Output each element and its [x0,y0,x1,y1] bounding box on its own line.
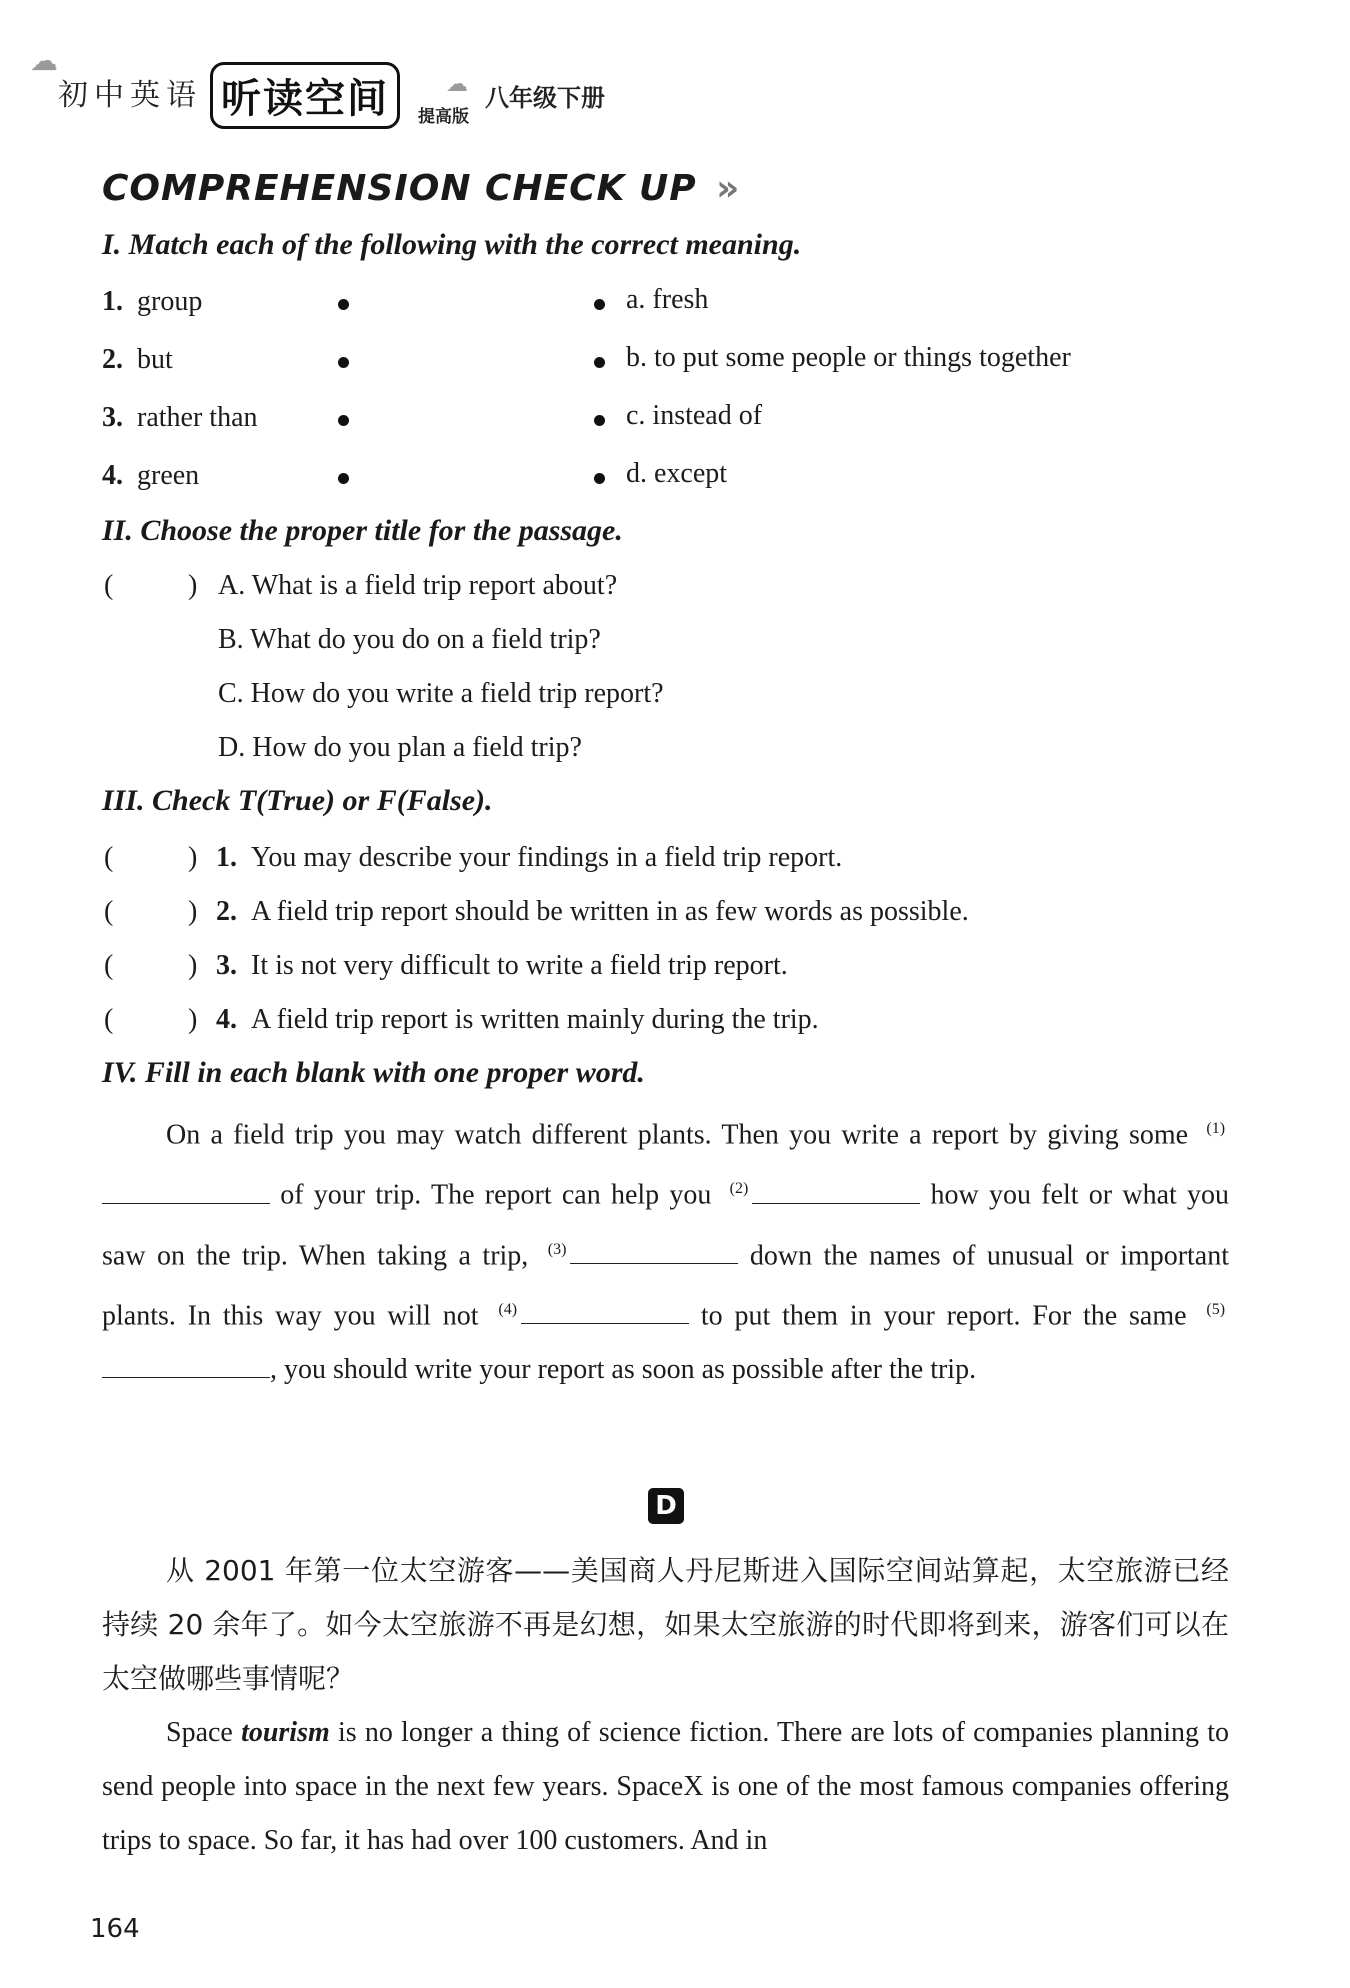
passage-text: is no longer a thing of science fiction. There are lots of companies planning to send people into space in the next few years. SpaceX is one of the most famous companies offering trips to space. So far, it has had over 100 customers. And in [102,1717,1230,1856]
answer-blank-tf-2[interactable] [124,894,184,930]
brand-logo: 听读空间 [210,62,400,129]
cloze-text: to put them in your report. For the same [700,1300,1187,1332]
option-c: C. How do you write a field trip report? [218,678,664,709]
answer-blank-title[interactable] [124,568,184,604]
match-dot-right-c[interactable] [594,415,605,426]
tf-statement: A field trip report is written mainly during the trip. [251,1004,819,1035]
edition-label: 提高版 [418,107,469,127]
match-dot-left-3[interactable] [338,415,349,426]
tf-statement: It is not very difficult to write a field trip report. [251,950,788,981]
cloud-icon-small: ☁ [446,72,468,97]
blank-marker-3: (3) [547,1240,567,1258]
tf-statement: You may describe your findings in a field trip report. [251,842,843,873]
tf-item-3 [216,950,788,982]
part2-heading: II. Choose the proper title for the passage. [102,514,623,547]
item-number: 4. [102,460,123,491]
item-number: 2. [216,896,237,927]
blank-marker-2: (2) [729,1180,749,1198]
item-number: 3. [216,950,237,981]
match-item-4 [102,460,199,492]
meaning-c: c. instead of [626,400,763,431]
blank-5[interactable] [102,1349,270,1378]
option-d: D. How do you plan a field trip? [218,732,582,763]
item-number: 4. [216,1004,237,1035]
cloze-text: down the names of unusual or important plants. In this way you will not [102,1239,1230,1332]
section-title [102,168,740,209]
section-d-passage [102,1706,1229,1868]
blank-3[interactable] [570,1235,738,1264]
match-word: group [137,286,203,317]
match-dot-right-b[interactable] [594,357,605,368]
meaning-b: b. to put some people or things together [626,342,1071,373]
match-item-1 [102,286,202,318]
part1-heading: I. Match each of the following with the correct meaning. [102,228,802,261]
section-d-badge: D [648,1488,684,1524]
option-b: B. What do you do on a field trip? [218,624,601,655]
meaning-a: a. fresh [626,284,709,315]
answer-blank-tf-4[interactable] [124,1002,184,1038]
match-word: green [137,460,200,491]
answer-blank-tf-3[interactable] [124,948,184,984]
cloze-text: how you felt or what you saw on the trip. When taking a trip, [102,1179,1230,1271]
match-dot-left-2[interactable] [338,357,349,368]
tf-item-4 [216,1004,819,1036]
match-dot-left-1[interactable] [338,299,349,310]
answer-blank-tf-1[interactable] [124,840,184,876]
series-title: 初中英语 [58,78,202,113]
cloze-passage [102,1102,1229,1397]
cloud-icon: ☁ [30,44,58,77]
item-number: 1. [102,286,123,317]
answer-paren-open: ( [104,842,114,873]
item-number: 3. [102,402,123,433]
answer-paren-close: ) [188,842,198,873]
match-word: rather than [137,402,258,433]
answer-paren-close: ) [188,950,198,981]
cloze-text: On a field trip you may watch different plants. Then you write a report by giving some [166,1119,1189,1151]
answer-paren-close: ) [188,1004,198,1035]
keyword-tourism: tourism [241,1717,330,1748]
match-item-2 [102,344,173,376]
item-number: 1. [216,842,237,873]
answer-paren-close: ) [188,896,198,927]
cloze-text: of your trip. The report can help you [280,1179,712,1211]
answer-paren-open: ( [104,950,114,981]
blank-2[interactable] [752,1175,920,1204]
tf-statement: A field trip report should be written in as few words as possible. [251,896,969,927]
chevron-right-icon: » [716,168,741,209]
blank-4[interactable] [521,1295,689,1324]
meaning-d: d. except [626,458,728,489]
blank-marker-5: (5) [1206,1300,1226,1318]
answer-paren-open: ( [104,570,114,601]
match-dot-right-d[interactable] [594,473,605,484]
page-number: 164 [90,1914,140,1944]
grade-label: 八年级下册 [485,84,605,112]
cloze-text: , you should write your report as soon as possible after the trip. [270,1354,977,1386]
match-word: but [137,344,173,375]
answer-paren-open: ( [104,896,114,927]
part3-heading: III. Check T(True) or F(False). [102,784,493,817]
section-title-text: COMPREHENSION CHECK UP [102,168,697,209]
blank-1[interactable] [102,1175,270,1204]
blank-marker-4: (4) [498,1300,518,1318]
match-item-3 [102,402,258,434]
section-d-intro: 从 2001 年第一位太空游客——美国商人丹尼斯进入国际空间站算起，太空旅游已经持续 20 余年了。如今太空旅游不再是幻想，如果太空旅游的时代即将到来，游客们可以在太空做哪些事情呢？ [102,1554,1229,1695]
part4-heading: IV. Fill in each blank with one proper word. [102,1056,645,1089]
item-number: 2. [102,344,123,375]
tf-item-2 [216,896,969,928]
option-a: A. What is a field trip report about? [218,570,618,601]
passage-text: Space [166,1717,233,1748]
blank-marker-1: (1) [1206,1120,1226,1137]
answer-paren-close: ) [188,570,198,601]
match-dot-left-4[interactable] [338,473,349,484]
tf-item-1 [216,842,842,874]
answer-paren-open: ( [104,1004,114,1035]
match-dot-right-a[interactable] [594,299,605,310]
